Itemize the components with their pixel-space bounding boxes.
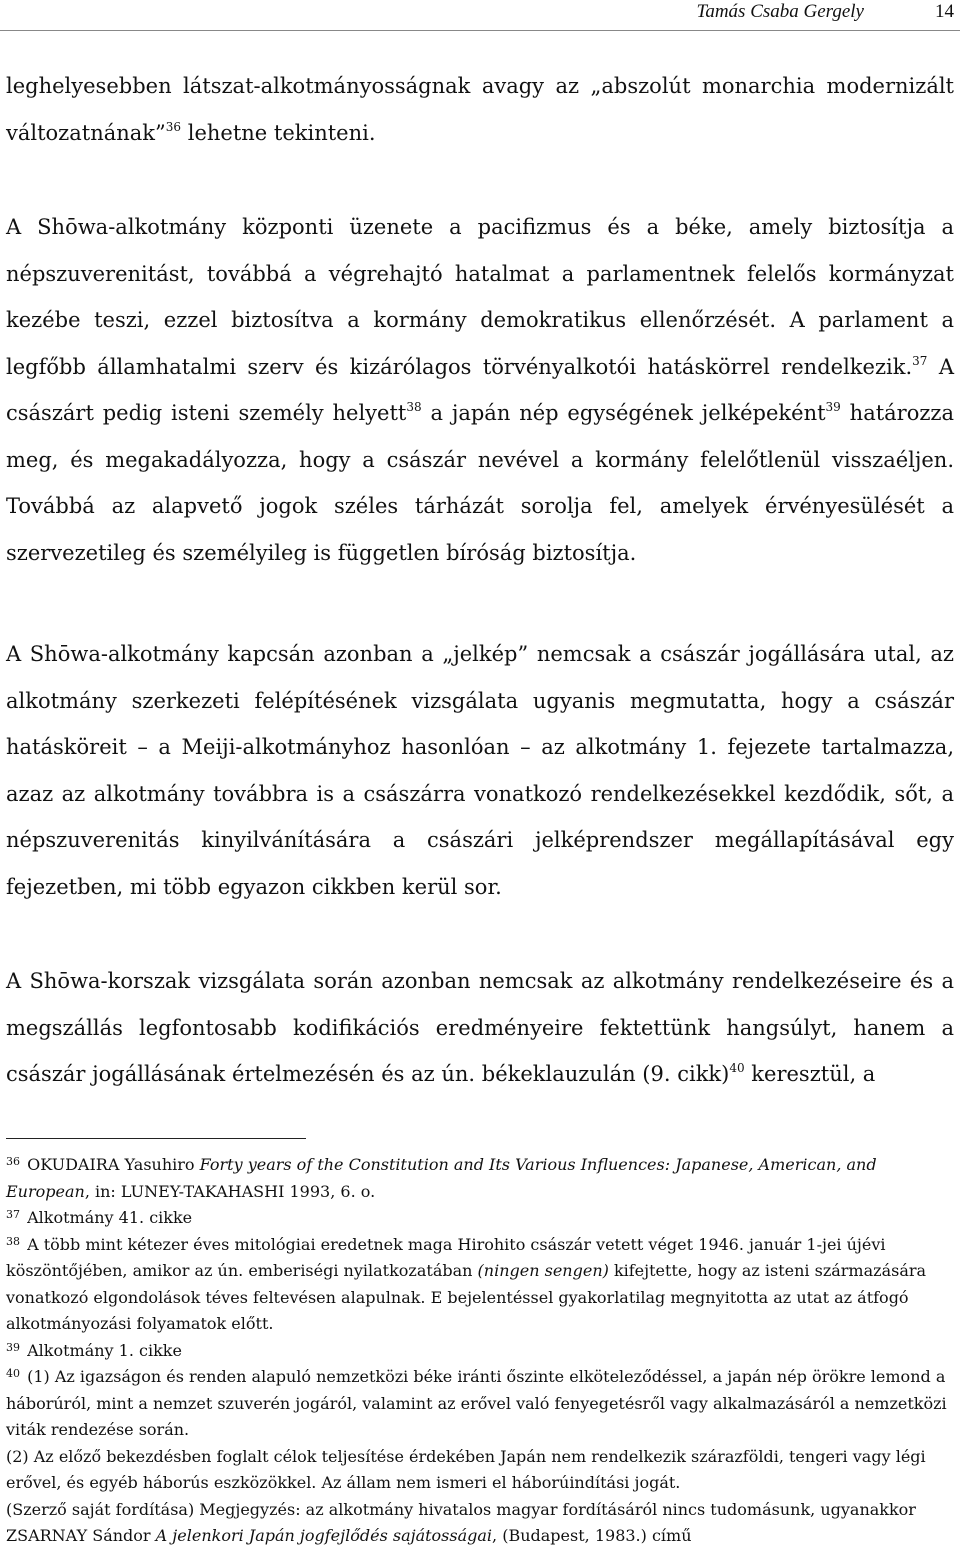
paragraph-text: keresztül, a <box>744 1062 876 1086</box>
footnotes <box>6 1152 954 1550</box>
footnote-text: (Szerző saját fordítása) Megjegyzés: az alkotmány hivatalos magyar fordításáról nincs tudomásunk, ugyanakkor ZSARNAY Sándor <box>6 1499 916 1545</box>
footnote-number: 39 <box>6 1340 20 1354</box>
footnote-ref-38[interactable]: 38 <box>406 400 422 414</box>
footnote-number: 36 <box>6 1155 20 1168</box>
paragraph-text: lehetne tekinteni. <box>181 120 376 145</box>
footnote-40-paragraph-3 <box>6 1497 954 1550</box>
footnote-ref-39[interactable]: 39 <box>825 400 841 414</box>
footnote-ref-40[interactable]: 40 <box>729 1061 745 1075</box>
paragraph-text: leghelyesebben látszat-alkotmányosságnak avagy az „abszolút monarchia modernizált változatnának” <box>6 74 954 145</box>
header-author: Tamás Csaba Gergely <box>696 1 864 22</box>
footnote-37 <box>6 1205 954 1232</box>
footnote-39 <box>6 1338 954 1365</box>
footnote-text: A több mint kétezer éves mitológiai eredetnek maga Hirohito császár vetett véget 1946. január 1-jei újévi köszöntőjében, amikor az ún. emberiségi nyilatkozatában <box>6 1234 886 1280</box>
footnote-separator <box>6 1138 306 1139</box>
footnote-cited-title: A jelenkori Japán jogfejlődés sajátosságai <box>155 1526 493 1545</box>
footnote-cited-title: Forty years of the Constitution and Its Various Influences: Japanese, American, and European <box>6 1155 877 1201</box>
footnote-40 <box>6 1364 954 1444</box>
paragraph-1 <box>6 63 954 156</box>
footnote-italic-term: (ningen sengen) <box>477 1261 609 1280</box>
paragraph-4 <box>6 958 954 1098</box>
footnote-text: , (Budapest, 1983.) című <box>492 1526 692 1545</box>
running-header <box>0 0 960 31</box>
footnote-number: 40 <box>6 1367 20 1380</box>
footnote-38 <box>6 1232 954 1338</box>
paragraph-3: A Shōwa-alkotmány kapcsán azonban a „jelkép” nemcsak a császár jogállására utal, az alkotmány szerkezeti felépítésének vizsgálata ugyanis megmutatta, hogy a császár hatásköreit – a Meiji-alkotmányhoz hasonlóan – az alkotmány 1. fejezete tartalmazza, azaz az alkotmány továbbra is a császárra vonatkozó rendelkezésekkel kezdődik, sőt, a népszuverenitás kinyilvánítására a császári jelképrendszer megállapításával egy fejezetben, mi több egyazon cikkben kerül sor. <box>6 642 954 899</box>
footnote-40-paragraph-2: (2) Az előző bekezdésben foglalt célok teljesítése érdekében Japán nem rendelkezik szárazföldi, tengeri vagy légi erővel, és egyéb háborús eszközökkel. Az állam nem ismeri el háborúindítási jogát. <box>6 1446 926 1492</box>
footnote-text: kifejtette, hogy az isteni származására vonatkozó elgondolások téves feltevésen alapulnak. E bejelentéssel gyakorlatilag megnyitotta az utat az átfogó alkotmányozási folyamatok előtt. <box>6 1261 927 1333</box>
paragraph-text: a japán nép egységének jelképeként <box>421 401 826 425</box>
footnote-ref-36[interactable]: 36 <box>165 119 182 134</box>
footnote-number: 37 <box>6 1208 20 1221</box>
footnote-ref-37[interactable]: 37 <box>912 353 928 368</box>
paragraph-2 <box>6 204 954 576</box>
paragraph-text: A Shōwa-korszak vizsgálata során azonban nemcsak az alkotmány rendelkezéseire és a megszállás legfontosabb kodifikációs eredményeire fektettünk hangsúlyt, hanem a császár jogállásának értelmezésén és az ún. békeklauzulán (9. cikk) <box>6 969 954 1086</box>
footnote-text: Alkotmány 1. cikke <box>22 1340 182 1360</box>
footnote-text: (1) Az igazságon és renden alapuló nemzetközi béke iránti őszinte elköteleződéssel, a japán nép örökre lemond a háborúról, mint a nemzet szuverén jogáról, valamint az erővel való fenyegetésről vagy alkalmazásáról a nemzetközi viták rendezése során. <box>6 1367 947 1439</box>
paragraph-text: határozza meg, és megakadályozza, hogy a császár nevével a kormány felelőtlenül visszaéljen. Továbbá az alapvető jogok széles tárházát sorolja fel, amelyek érvényesülését a szervezetileg és személyileg is független bíróság biztosítja. <box>6 401 954 565</box>
footnote-36 <box>6 1152 954 1205</box>
paragraph-text: A Shōwa-alkotmány központi üzenete a pacifizmus és a béke, amely biztosítja a népszuverenitást, továbbá a végrehajtó hatalmat a parlamentnek felelős kormányzat kezébe teszi, ezzel biztosítva a kormány demokratikus ellenőrzését. A parlament a legfőbb államhatalmi szerv és kizárólagos törvényalkotói hatáskörrel rendelkezik. <box>6 215 954 379</box>
page-number: 14 <box>935 1 954 22</box>
footnote-text: , in: LUNEY-TAKAHASHI 1993, 6. o. <box>84 1181 376 1201</box>
footnote-text: OKUDAIRA Yasuhiro <box>22 1155 200 1174</box>
footnote-text: Alkotmány 41. cikke <box>22 1208 193 1227</box>
footnote-number: 38 <box>6 1234 20 1248</box>
paragraph-text: A császárt pedig isteni személy helyett <box>6 354 954 425</box>
